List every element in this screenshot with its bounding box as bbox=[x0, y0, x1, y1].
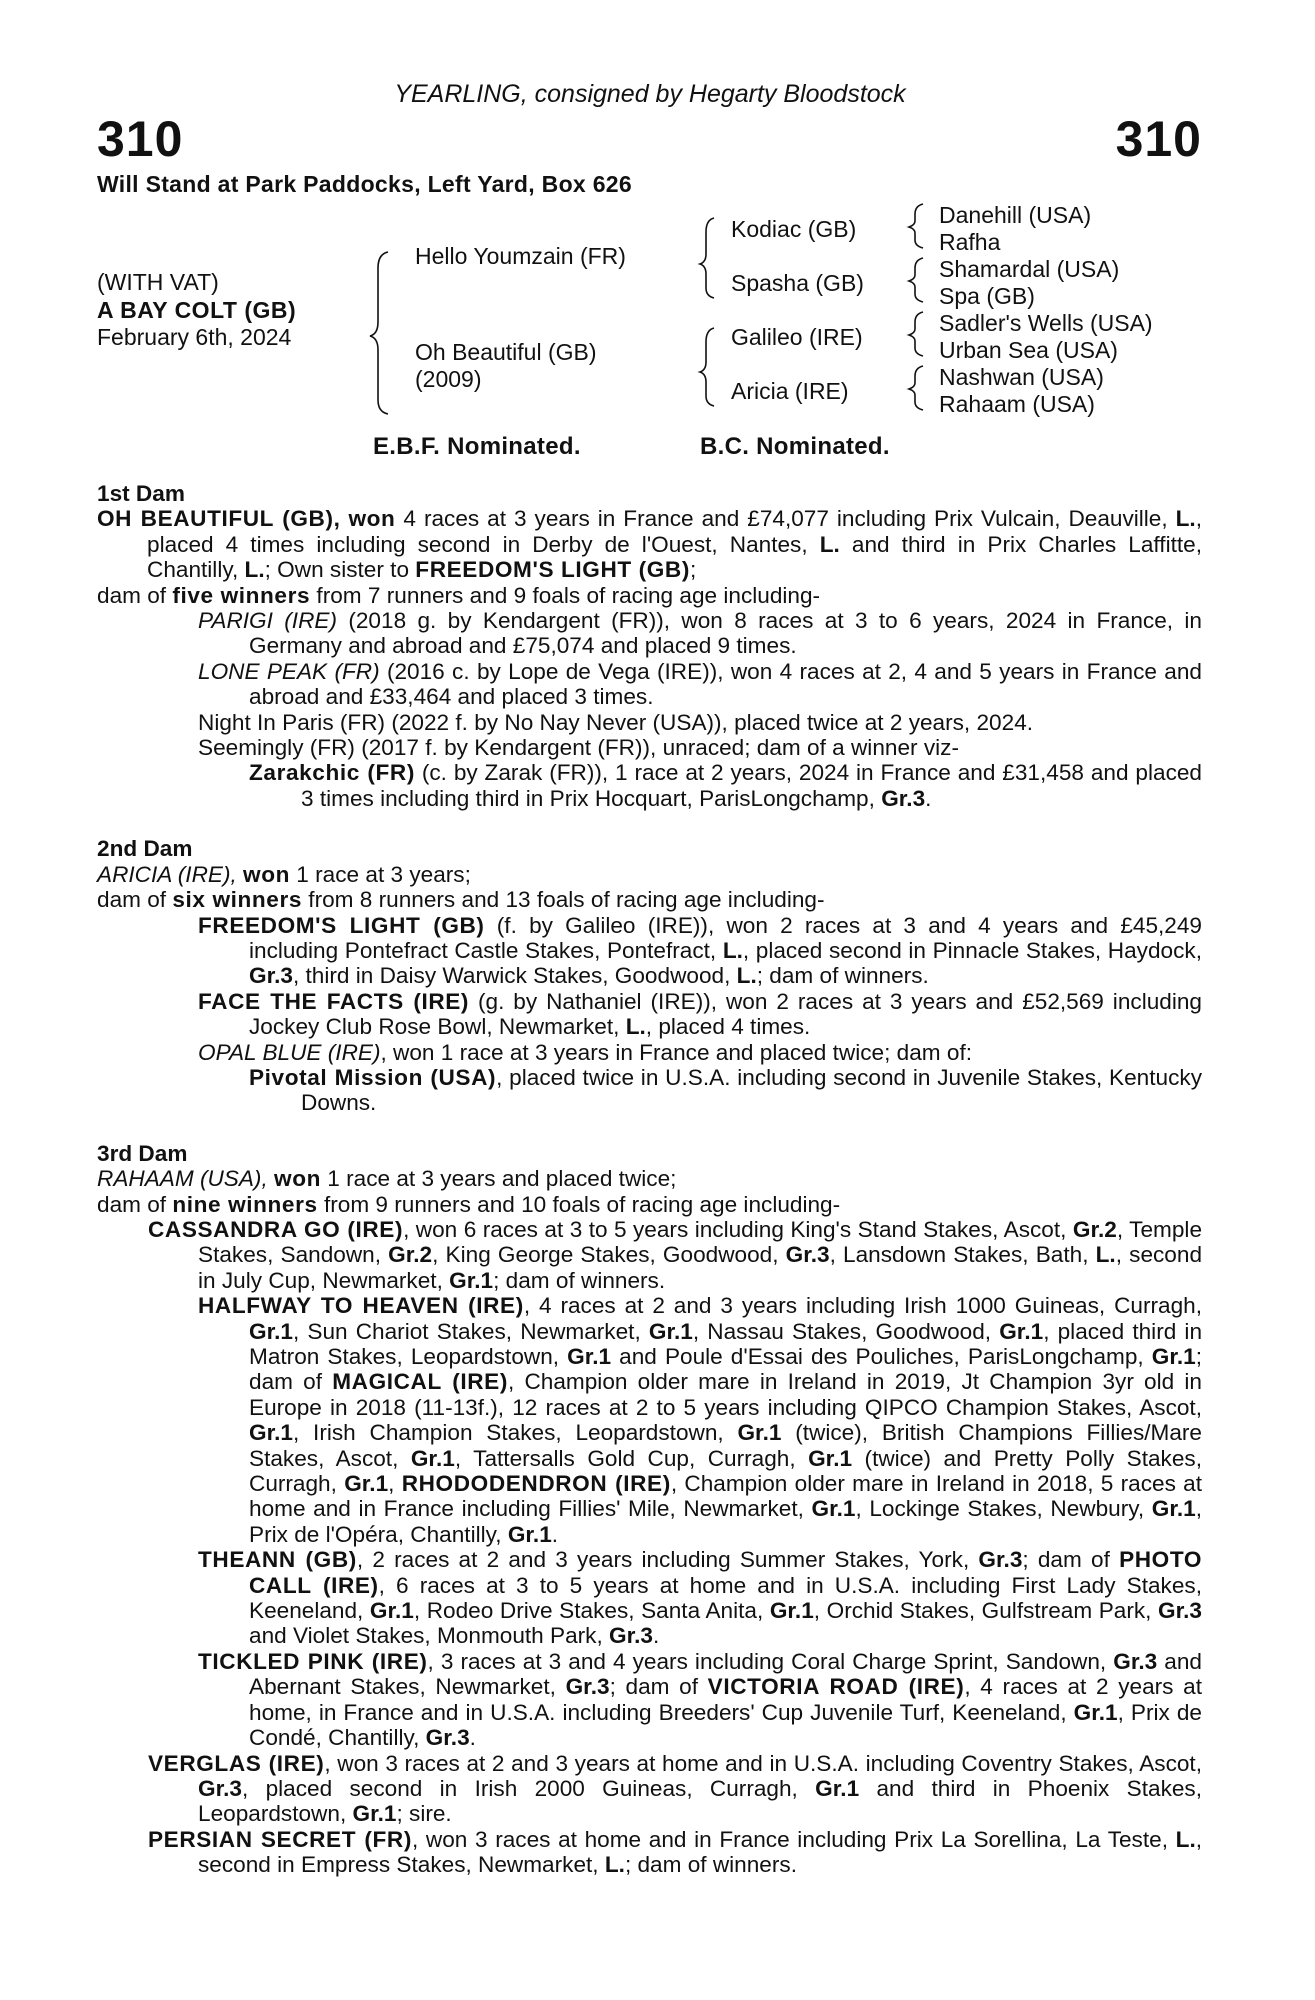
lot-number-right: 310 bbox=[1115, 111, 1202, 167]
lot-number-left: 310 bbox=[97, 111, 184, 167]
third-dam-produce-summary: dam of nine winners from 9 runners and 10 foals of racing age including- bbox=[97, 1191, 841, 1217]
produce-seemingly: Seemingly (FR) (2017 f. by Kendargent (FR)), unraced; dam of a winner viz- bbox=[198, 735, 959, 761]
produce-verglas: VERGLAS (IRE), won 3 races at 2 and 3 years at home and in U.S.A. including Coventry Stakes, Ascot, Gr.3, placed second in Irish 2000 Guineas, Curragh, Gr.1 and third in Phoenix Stakes, Leopardstown, Gr.1; sire. bbox=[148, 1750, 1203, 1827]
produce-pivotal-mission: Pivotal Mission (USA), placed twice in U.S.A. including second in Juvenile Stakes, Kentucky Downs. bbox=[249, 1064, 1202, 1116]
first-dam-entry: OH BEAUTIFUL (GB), won 4 races at 3 years in France and £74,077 including Prix Vulcain, Deauville, L., placed 4 times including second in Derby de l'Ouest, Nantes, L. and third in Prix Charles Laffitte, Chantilly, L.; Own sister to FREEDOM'S LIGHT (GB); bbox=[97, 506, 1202, 583]
pedigree-brackets bbox=[0, 0, 1315, 470]
produce-persian-secret: PERSIAN SECRET (FR), won 3 races at home and in France including Prix La Sorellina, La Teste, L., second in Empress Stakes, Newmarket, L.; dam of winners. bbox=[148, 1826, 1203, 1878]
dsd-name: Urban Sea (USA) bbox=[939, 337, 1118, 363]
horse-dob: February 6th, 2024 bbox=[97, 324, 292, 350]
vat-note: (WITH VAT) bbox=[97, 269, 219, 295]
produce-night-in-paris: Night In Paris (FR) (2022 f. by No Nay Never (USA)), placed twice at 2 years, 2024. bbox=[198, 709, 1034, 735]
dss-name: Sadler's Wells (USA) bbox=[939, 310, 1153, 336]
ssd-name: Rafha bbox=[939, 229, 1001, 255]
first-dam-heading: 1st Dam bbox=[97, 481, 185, 506]
bc-nominated: B.C. Nominated. bbox=[700, 433, 890, 460]
sdd-name: Spa (GB) bbox=[939, 283, 1035, 309]
produce-zarakchic: Zarakchic (FR) (c. by Zarak (FR)), 1 race at 2 years, 2024 in France and £31,458 and placed 3 times including third in Prix Hocquart, ParisLongchamp, Gr.3. bbox=[249, 760, 1202, 811]
produce-opal-blue: OPAL BLUE (IRE), won 1 race at 3 years in France and placed twice; dam of: bbox=[198, 1039, 972, 1065]
sire-name: Hello Youmzain (FR) bbox=[415, 243, 626, 269]
catalogue-body bbox=[97, 481, 1202, 1878]
produce-theann: THEANN (GB), 2 races at 2 and 3 years including Summer Stakes, York, Gr.3; dam of PHOTO CALL (IRE), 6 races at 3 to 5 years at home and in U.S.A. including First Lady Stakes, Keeneland, Gr.1, Rodeo Drive Stakes, Santa Anita, Gr.1, Orchid Stakes, Gulfstream Park, Gr.3 and Violet Stakes, Monmouth Park, Gr.3. bbox=[198, 1547, 1202, 1649]
dam-year: (2009) bbox=[415, 366, 482, 392]
sss-name: Danehill (USA) bbox=[939, 202, 1092, 228]
second-dam-heading: 2nd Dam bbox=[97, 836, 193, 862]
third-dam-entry: RAHAAM (USA), won 1 race at 3 years and placed twice; bbox=[97, 1166, 677, 1192]
sire-dam: Spasha (GB) bbox=[731, 270, 864, 296]
ebf-nominated: E.B.F. Nominated. bbox=[373, 433, 581, 460]
horse-name: A BAY COLT (GB) bbox=[97, 297, 297, 323]
catalogue-subtitle: YEARLING, consigned by Hegarty Bloodstock bbox=[394, 80, 906, 108]
third-dam-heading: 3rd Dam bbox=[97, 1140, 188, 1166]
dam-dam: Aricia (IRE) bbox=[731, 378, 849, 404]
produce-cassandra-go: CASSANDRA GO (IRE), won 6 races at 3 to 5 years including King's Stand Stakes, Ascot, Gr.2, Temple Stakes, Sandown, Gr.2, King George Stakes, Goodwood, Gr.3, Lansdown Stakes, Bath, L., second in July Cup, Newmarket, Gr.1; dam of winners. bbox=[148, 1216, 1203, 1293]
sire-sire: Kodiac (GB) bbox=[731, 216, 857, 242]
produce-parigi: PARIGI (IRE) (2018 g. by Kendargent (FR)), won 8 races at 3 to 6 years, 2024 in France, in Germany and abroad and £75,074 and placed 9 times. bbox=[198, 608, 1202, 659]
dam-sire: Galileo (IRE) bbox=[731, 324, 863, 350]
produce-halfway-to-heaven: HALFWAY TO HEAVEN (IRE), 4 races at 2 and 3 years including Irish 1000 Guineas, Curragh, Gr.1, Sun Chariot Stakes, Newmarket, Gr.1, Nassau Stakes, Goodwood, Gr.1, placed third in Matron Stakes, Leopardstown, Gr.1 and Poule d'Essai des Pouliches, ParisLongchamp, Gr.1; dam of MAGICAL (IRE), Champion older mare in Ireland in 2019, Jt Champion 3yr old in Europe in 2018 (11-13f.), 12 races at 2 to 5 years including QIPCO Champion Stakes, Ascot, Gr.1, Irish Champion Stakes, Leopardstown, Gr.1 (twice), British Champions Fillies/Mare Stakes, Ascot, Gr.1, Tattersalls Gold Cup, Curragh, Gr.1 (twice) and Pretty Polly Stakes, Curragh, Gr.1, RHODODENDRON (IRE), Champion older mare in Ireland in 2018, 5 races at home and in France including Fillies' Mile, Newmarket, Gr.1, Lockinge Stakes, Newbury, Gr.1, Prix de l'Opéra, Chantilly, Gr.1. bbox=[198, 1293, 1203, 1547]
dam-name: Oh Beautiful (GB) bbox=[415, 339, 597, 365]
produce-lone-peak: LONE PEAK (FR) (2016 c. by Lope de Vega (IRE)), won 4 races at 2, 4 and 5 years in France and abroad and £33,464 and placed 3 times. bbox=[198, 658, 1203, 710]
stand-location: Will Stand at Park Paddocks, Left Yard, Box 626 bbox=[97, 171, 632, 197]
sds-name: Shamardal (USA) bbox=[939, 256, 1120, 282]
produce-face-the-facts: FACE THE FACTS (IRE) (g. by Nathaniel (IRE)), won 2 races at 3 years and £52,569 including Jockey Club Rose Bowl, Newmarket, L., placed 4 times. bbox=[198, 988, 1202, 1040]
produce-freedoms-light: FREEDOM'S LIGHT (GB) (f. by Galileo (IRE)), won 2 races at 3 and 4 years and £45,249 including Pontefract Castle Stakes, Pontefract, L., placed second in Pinnacle Stakes, Haydock, Gr.3, third in Daisy Warwick Stakes, Goodwood, L.; dam of winners. bbox=[198, 912, 1202, 989]
produce-tickled-pink: TICKLED PINK (IRE), 3 races at 3 and 4 years including Coral Charge Sprint, Sandown, Gr.3 and Abernant Stakes, Newmarket, Gr.3; dam of VICTORIA ROAD (IRE), 4 races at 2 years at home, in France and in U.S.A. including Breeders' Cup Juvenile Turf, Keeneland, Gr.1, Prix de Condé, Chantilly, Gr.3. bbox=[198, 1648, 1203, 1751]
ddd-name: Rahaam (USA) bbox=[939, 391, 1095, 417]
dds-name: Nashwan (USA) bbox=[939, 364, 1104, 390]
second-dam-entry: ARICIA (IRE), won 1 race at 3 years; bbox=[97, 861, 471, 887]
second-dam-produce-summary: dam of six winners from 8 runners and 13 foals of racing age including- bbox=[97, 887, 825, 913]
first-dam-produce-summary: dam of five winners from 7 runners and 9 foals of racing age including- bbox=[97, 582, 821, 608]
